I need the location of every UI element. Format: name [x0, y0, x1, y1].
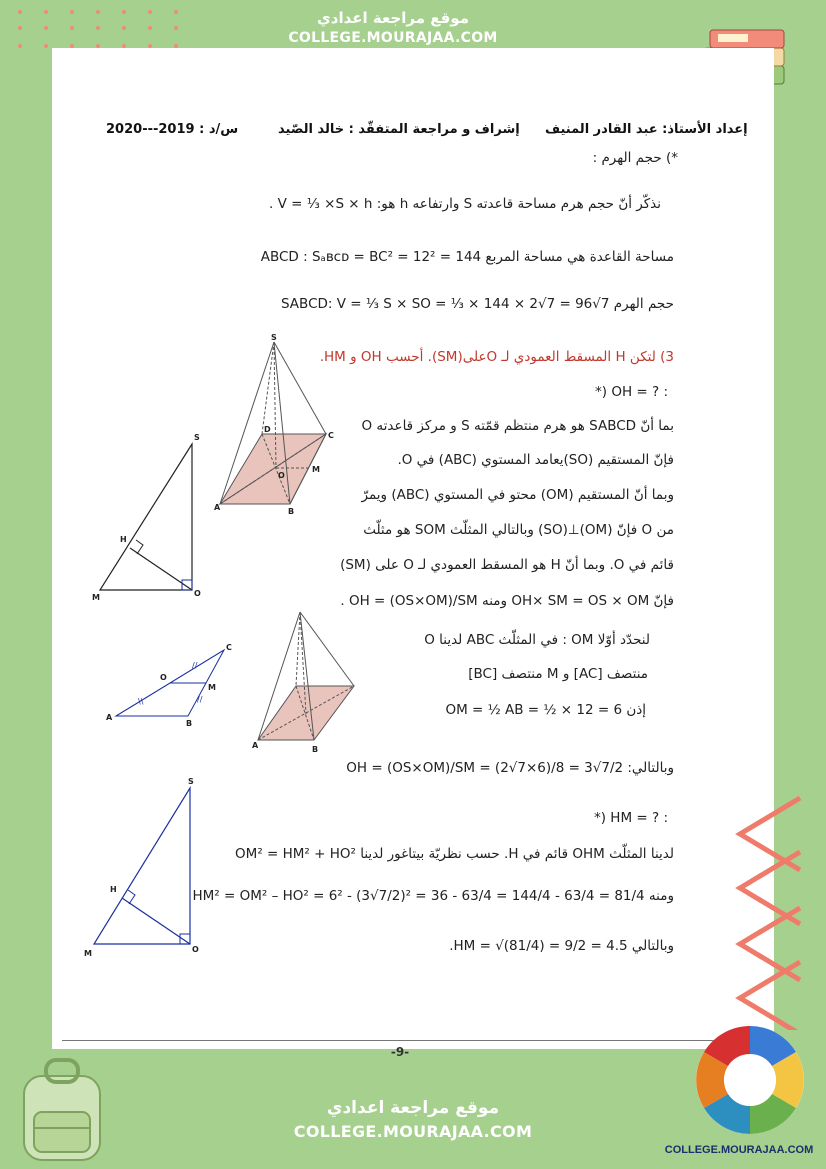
text-line-15: إذن OM = ½ AB = ½ × 12 = 6 — [445, 702, 646, 718]
label-a: A — [214, 503, 221, 512]
text-line-14: منتصف [AC] و M منتصف [BC] — [468, 666, 648, 682]
text-line-7: بما أنّ SABCD هو هرم منتظم قمّته S و مركز قاعدته O — [361, 418, 674, 434]
question-3: 3) لتكن H المسقط العمودي لـ Oعلى(SM). أحسب OH و HM. — [319, 349, 674, 365]
label-a: A — [252, 741, 259, 750]
chevron-decoration-icon — [730, 790, 810, 1030]
backpack-icon — [14, 1056, 110, 1164]
triangle-abc-figure — [100, 636, 246, 732]
text-line-16: وبالتالي: OH = (OS×OM)/SM = (2√7×6)/8 = 3√7/2 — [346, 760, 674, 776]
text-line-9: وبما أنّ المستقيم (OM) محتو في المستوي (ABC) ويمرّ — [361, 487, 674, 503]
text-line-10: من O فإنّ (OM)⊥(SO) وبالتالي المثلّث SOM هو مثلّث — [363, 522, 674, 538]
label-h: H — [110, 885, 117, 894]
text-line-11: قائم في O. وبما أنّ H هو المسقط العمودي لـ O على (SM) — [340, 557, 674, 573]
footer-divider — [62, 1040, 762, 1041]
label-m: M — [92, 593, 100, 602]
label-m: M — [208, 683, 216, 692]
label-b: B — [288, 507, 295, 516]
bottom-brand — [260, 1096, 566, 1144]
label-b: B — [312, 745, 319, 754]
label-d: D — [264, 425, 271, 434]
text-line-2: نذكّر أنّ حجم هرم مساحة قاعدته S وارتفاعه h هو: V = ⅓ ×S × h . — [269, 196, 661, 212]
page-frame-left — [0, 0, 52, 1169]
label-s: S — [188, 777, 194, 786]
label-s: S — [271, 333, 277, 342]
bottom-brand-arabic: موقع مراجعة اعدادي — [326, 1098, 500, 1118]
label-b: B — [186, 719, 193, 728]
school-subjects-logo-icon — [694, 1024, 806, 1136]
triangle-som-figure-1 — [86, 430, 210, 604]
label-c: C — [226, 643, 232, 652]
text-line-12: فإنّ OH× SM = OS × OM ومنه OH = (OS×OM)/SM . — [340, 593, 674, 609]
label-o: O — [278, 471, 285, 480]
svg-text:\\: \\ — [138, 697, 144, 706]
svg-text://: // — [197, 695, 203, 704]
label-c: C — [328, 431, 334, 440]
text-line-17: *) HM = ? : — [593, 810, 668, 826]
label-h: H — [120, 535, 127, 544]
svg-text://: // — [192, 661, 198, 670]
text-line-19: ومنه HM² = OM² – HO² = 6² - (3√7/2)² = 36 - 63/4 = 144/4 - 63/4 = 81/4 — [192, 888, 674, 904]
header-author: إعداد الأستاذ: عبد القادر المنيف — [545, 122, 748, 137]
page-number: -9- — [390, 1045, 410, 1059]
text-line-20: وبالتالي HM = √(81/4) = 9/2 = 4.5. — [449, 938, 674, 954]
corner-site-url[interactable]: COLLEGE.MOURAJAA.COM — [664, 1144, 814, 1156]
label-s: S — [194, 433, 200, 442]
text-line-13: لنحدّد أوّلا OM : في المثلّث ABC لدينا O — [424, 632, 650, 648]
label-o: O — [194, 589, 201, 598]
text-line-18: لدينا المثلّث OHM قائم في H. حسب نظريّة بيتاغور لدينا OM² = HM² + HO² — [235, 846, 674, 862]
triangle-som-figure-2 — [80, 772, 204, 962]
top-brand-arabic: موقع مراجعة اعدادي — [317, 9, 469, 27]
text-line-6: *) OH = ? : — [595, 384, 668, 400]
header-year: س/د : 2019---2020 — [106, 122, 239, 137]
top-brand — [262, 8, 524, 48]
header-supervisor: إشراف و مراجعة المتفقّد : خالد الصّيد — [278, 122, 520, 137]
label-o: O — [160, 673, 167, 682]
text-line-4: حجم الهرم SABCD: V = ⅓ S × SO = ⅓ × 144 × 2√7 = 96√7 — [280, 296, 674, 312]
pyramid-figure-2 — [252, 604, 364, 756]
top-brand-url[interactable]: COLLEGE.MOURAJAA.COM — [288, 30, 498, 46]
label-o: O — [192, 945, 199, 954]
text-line-3: مساحة القاعدة هي مساحة المربع ABCD : Sₐʙᴄᴅ = BC² = 12² = 144 — [260, 249, 674, 265]
label-a: A — [106, 713, 113, 722]
label-m: M — [84, 949, 92, 958]
pyramid-figure-1 — [212, 332, 344, 516]
text-line-8: فإنّ المستقيم (SO)يعامد المستوي (ABC) في O. — [397, 452, 674, 468]
label-m: M — [312, 465, 320, 474]
bottom-brand-url[interactable]: COLLEGE.MOURAJAA.COM — [293, 1122, 533, 1141]
text-line-1: *) حجم الهرم : — [592, 150, 678, 166]
